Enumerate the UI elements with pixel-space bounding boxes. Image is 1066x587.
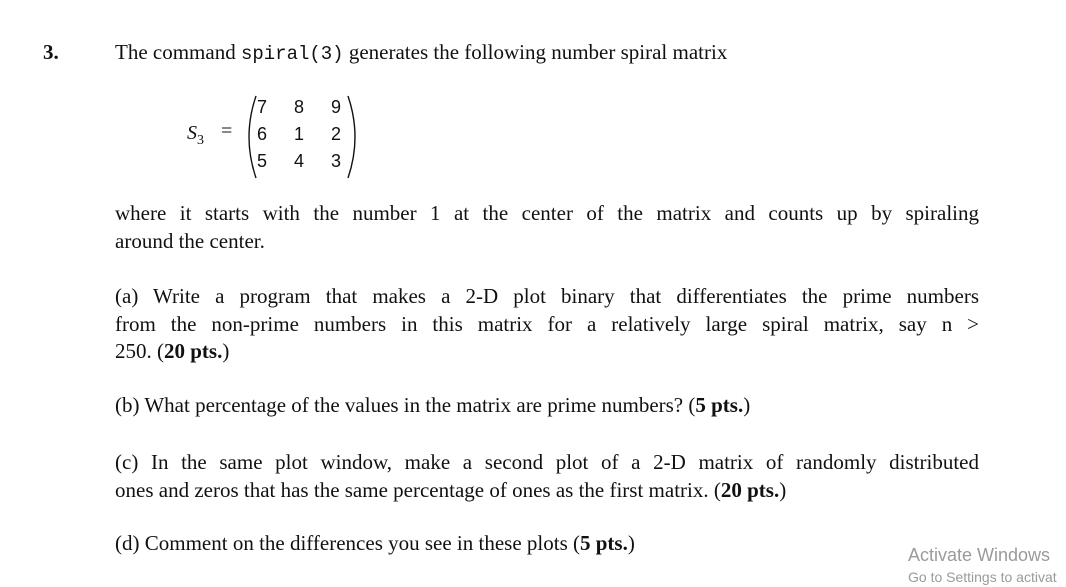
part-c-line: (c) In the same plot window, make a second plot of a 2-D matrix of randomly distributed [115,450,979,474]
part-b-points: 5 pts. [695,393,744,417]
description-line: around the center. [115,228,265,253]
part-a-text: 250. ( [115,339,164,363]
intro-text-after: generates the following number spiral matrix [343,40,728,64]
matrix-cell: 3 [330,151,341,171]
part-c-end: ) [779,477,787,502]
matrix-label [187,122,204,149]
matrix-label-subscript: 3 [197,133,204,148]
part-a-line [115,338,979,366]
question-number: 3. [43,40,59,64]
matrix-cell: 8 [293,97,304,117]
matrix-cell: 7 [256,97,267,117]
part-b [115,393,750,418]
matrix-cell: 9 [330,97,341,117]
intro-text-before: The command [115,40,241,64]
part-d-end: ) [627,531,635,555]
right-parenthesis [348,96,355,178]
part-c-points: 20 pts. [720,477,780,502]
part-c-line [115,477,979,505]
description-line: where it starts with the number 1 at the center of the matrix and counts up by spiraling [115,201,979,225]
description-paragraph [115,200,979,255]
command-code: spiral(3) [240,43,344,65]
part-d-points: 5 pts. [580,531,628,555]
matrix-cell: 1 [293,124,304,144]
question-intro [115,40,727,65]
matrix-cell: 2 [330,124,341,144]
matrix-cell: 6 [256,124,267,144]
matrix-label-symbol: S [187,122,197,144]
part-a-line: from the non-prime numbers in this matrix for a relatively large spiral matrix, say n > [115,311,979,336]
matrix-cell: 4 [293,151,304,171]
part-d-text: (d) Comment on the differences you see in these plots ( [115,531,580,555]
part-b-end: ) [743,393,751,417]
part-a-points: 20 pts. [164,339,223,363]
part-a-end: ) [222,339,230,363]
matrix-cell: 5 [256,151,267,171]
activate-windows-settings-link[interactable]: Go to Settings to activat [908,569,1057,585]
part-b-text: (b) What percentage of the values in the matrix are prime numbers? ( [115,393,696,417]
activate-windows-watermark: Activate Windows [908,545,1051,565]
part-c [115,449,979,504]
part-c-text: ones and zeros that has the same percentage of ones as the first matrix. ( [115,477,721,502]
part-a-line: (a) Write a program that makes a 2-D plot binary that differentiates the prime numbers [115,284,979,308]
part-a [115,283,979,366]
matrix-equals-sign: = [221,120,233,142]
part-d [115,531,635,556]
